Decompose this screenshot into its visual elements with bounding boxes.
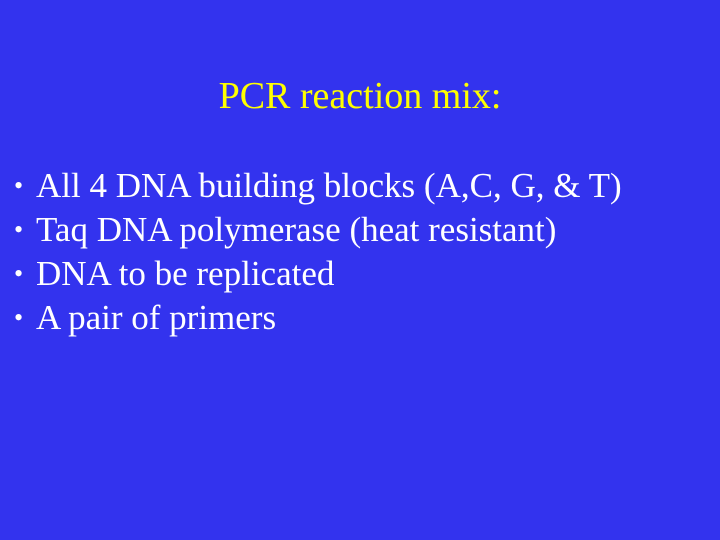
bullet-icon: • bbox=[14, 303, 24, 332]
bullet-list bbox=[0, 164, 720, 340]
bullet-item-dna-template bbox=[0, 252, 720, 296]
bullet-icon: • bbox=[14, 171, 24, 200]
bullet-text: All 4 DNA building blocks (A,C, G, & T) bbox=[36, 166, 622, 205]
bullet-item-building-blocks bbox=[0, 164, 720, 208]
bullet-text: A pair of primers bbox=[36, 298, 277, 337]
slide-title: PCR reaction mix: bbox=[218, 75, 502, 117]
bullet-icon: • bbox=[14, 259, 24, 288]
bullet-item-primers bbox=[0, 296, 720, 340]
bullet-text: Taq DNA polymerase (heat resistant) bbox=[36, 210, 557, 249]
bullet-item-taq-polymerase bbox=[0, 208, 720, 252]
bullet-text: DNA to be replicated bbox=[36, 254, 335, 293]
bullet-icon: • bbox=[14, 215, 24, 244]
